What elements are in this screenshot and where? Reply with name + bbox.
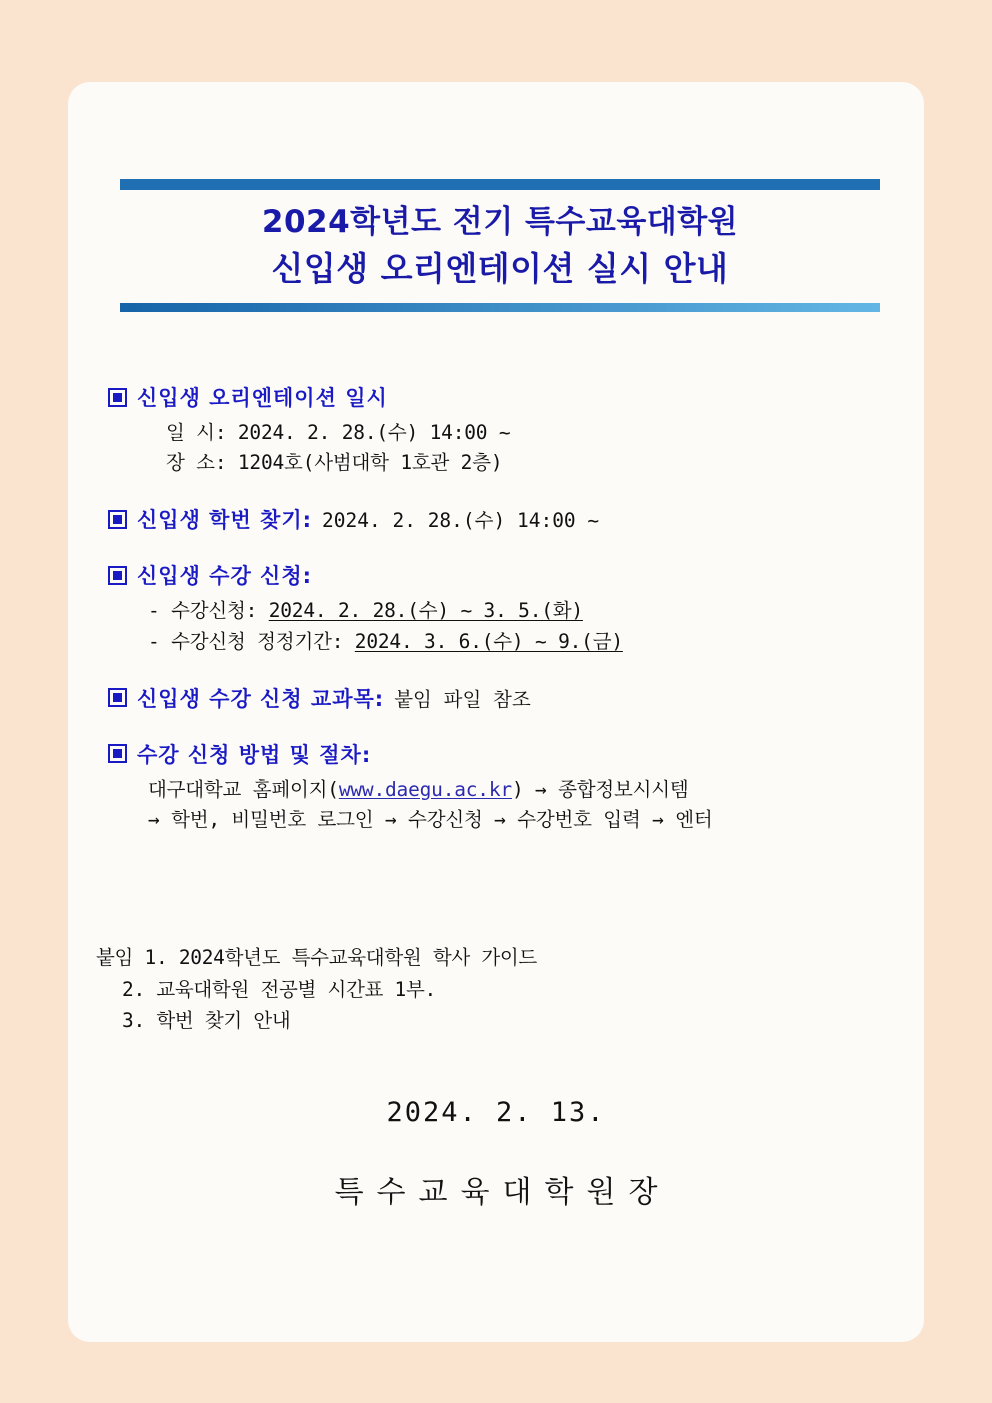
detail-line: [148, 596, 898, 626]
signer-title: 특수교육대학원장: [334, 1175, 671, 1210]
detail-value: 2024. 2. 28.(수) ~ 3. 5.(화): [268, 599, 583, 623]
attachment-item: 붙임 1. 2024학년도 특수교육대학원 학사 가이드: [96, 946, 537, 969]
title-line-2: 신입생 오리엔테이션 실시 안내: [271, 248, 729, 288]
section-course-subjects: [108, 683, 898, 713]
document-page: [68, 82, 924, 1342]
section-heading: [108, 739, 898, 769]
section-heading: [108, 683, 898, 713]
square-bullet-icon: [108, 688, 127, 707]
section-heading-label: 신입생 오리엔테이션 일시: [137, 386, 388, 410]
issue-date: 2024. 2. 13.: [386, 1097, 606, 1128]
attachment-item: 2. 교육대학원 전공별 시간표 1부.: [122, 977, 436, 1001]
detail-line: [148, 775, 898, 805]
title-line-1: 2024학년도 전기 특수교육대학원: [261, 204, 739, 240]
section-heading-value: 2024. 2. 28.(수) 14:00 ~: [322, 509, 600, 533]
page-title: [120, 190, 880, 297]
section-body: [166, 418, 898, 478]
detail-line: 일 시: 2024. 2. 28.(수) 14:00 ~: [166, 421, 511, 444]
detail-suffix: ) → 종합정보시시템: [511, 777, 689, 801]
section-heading-label: 수강 신청 방법 및 절차:: [137, 742, 372, 767]
section-student-number-lookup: [108, 504, 898, 534]
title-rule-top: [120, 179, 880, 190]
detail-label: - 수강신청 정정기간:: [148, 629, 355, 653]
attachment-item: 3. 학번 찾기 안내: [122, 1009, 291, 1033]
university-homepage-link[interactable]: www.daegu.ac.kr: [338, 777, 512, 801]
square-bullet-icon: [108, 744, 127, 763]
square-bullet-icon: [108, 566, 127, 585]
section-registration-procedure: [108, 739, 898, 835]
section-heading-label: 신입생 수강 신청 교과목:: [137, 686, 385, 711]
document-body: [108, 382, 898, 861]
section-heading: [108, 382, 898, 412]
section-body: [148, 775, 898, 835]
section-heading-label: 신입생 학번 찾기:: [137, 508, 313, 533]
section-orientation-datetime: [108, 382, 898, 478]
title-block: [120, 179, 880, 312]
detail-line: [148, 627, 898, 657]
detail-line: → 학번, 비밀번호 로그인 → 수강신청 → 수강번호 입력 → 엔터: [148, 808, 713, 832]
square-bullet-icon: [108, 510, 127, 529]
section-body: [148, 596, 898, 656]
section-heading: [108, 560, 898, 590]
title-rule-bottom: [120, 303, 880, 312]
section-heading-value: 붙임 파일 참조: [394, 687, 531, 711]
detail-value: 2024. 3. 6.(수) ~ 9.(금): [354, 629, 623, 653]
detail-label: - 수강신청:: [148, 599, 269, 623]
attachment-list: [96, 942, 896, 1037]
section-heading-label: 신입생 수강 신청:: [137, 564, 313, 589]
detail-line: 장 소: 1204호(사범대학 1호관 2층): [166, 451, 503, 475]
document-inner: [68, 82, 924, 1342]
square-bullet-icon: [108, 388, 127, 407]
detail-prefix: 대구대학교 홈페이지(: [148, 777, 339, 801]
section-course-registration: [108, 560, 898, 656]
section-heading: [108, 504, 898, 534]
